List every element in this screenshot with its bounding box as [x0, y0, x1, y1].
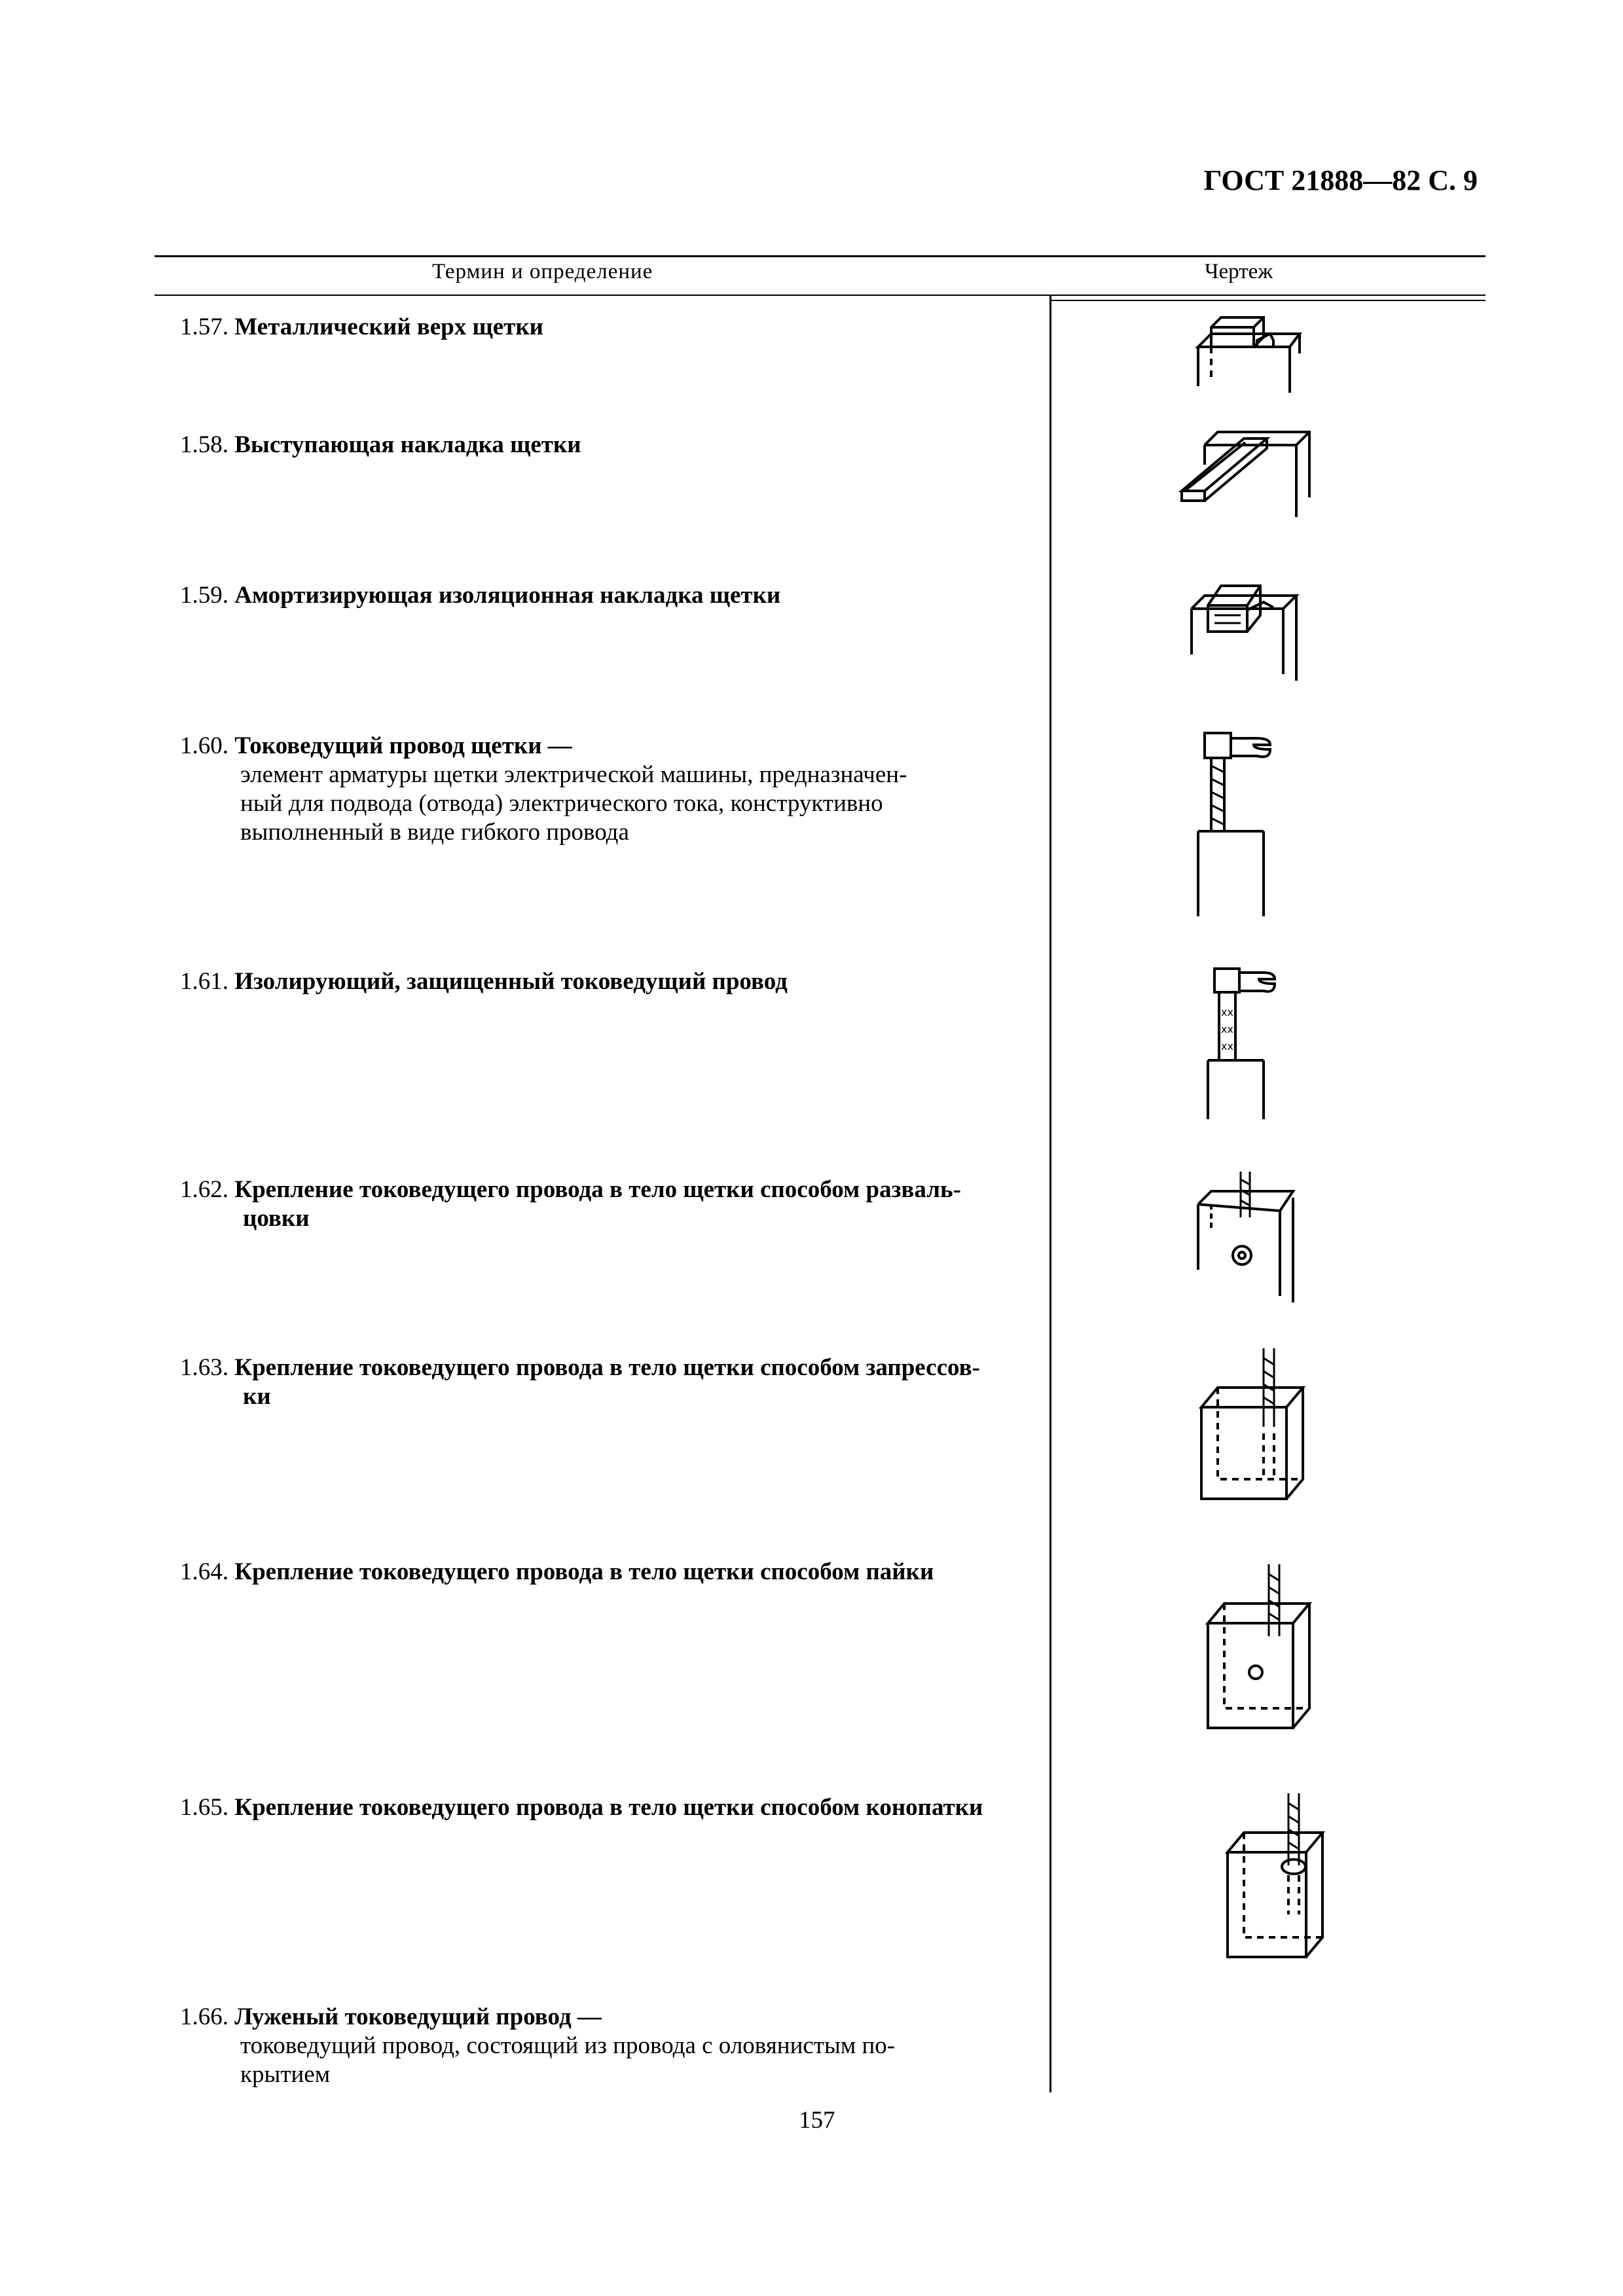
entry-term: Крепление токоведущего провода в тело щетки способом пайки: [234, 1558, 934, 1585]
entry-term: Выступающая накладка щетки: [234, 431, 581, 458]
drawing-protruding-pad: [1178, 419, 1322, 530]
entry-number: 1.58.: [180, 431, 228, 458]
entry-1-57: [180, 313, 1038, 342]
entry-1-64: [180, 1558, 1038, 1587]
entry-term: Луженый токоведущий провод —: [234, 2003, 602, 2030]
drawing-insulated-lead: [1201, 962, 1286, 1119]
entry-term-continuation: ки: [243, 1383, 271, 1410]
entry-term-continuation: цовки: [243, 1205, 310, 1232]
entry-number: 1.66.: [180, 2003, 228, 2030]
entry-1-60: [180, 732, 1038, 847]
table-top-rule: [155, 255, 1486, 257]
entry-number: 1.61.: [180, 968, 228, 995]
column-header-term: Термин и определение: [432, 260, 653, 283]
entry-number: 1.59.: [180, 582, 228, 609]
entry-definition-line: крытием: [240, 2061, 331, 2088]
drawing-current-lead: [1192, 726, 1290, 916]
entry-number: 1.60.: [180, 732, 228, 759]
column-header-drawing: Чертеж: [1205, 260, 1273, 283]
column-divider: [1049, 296, 1051, 2092]
table-header-rule: [155, 295, 1486, 296]
entry-definition-line: ный для подвода (отвода) электрического тока, конструктивно: [240, 790, 883, 817]
entry-definition-line: элемент арматуры щетки электрической машины, предназначен-: [240, 761, 907, 788]
entry-term: Изолирующий, защищенный токоведущий провод: [234, 968, 788, 995]
entry-1-62: [180, 1175, 1038, 1233]
svg-text:xx: xx: [1221, 1040, 1233, 1052]
page-number: 157: [799, 2107, 835, 2134]
entry-1-61: [180, 967, 1038, 996]
entry-1-59: [180, 581, 1038, 610]
drawing-metal-top: [1185, 308, 1303, 399]
drawing-flaring-fixing: [1188, 1172, 1306, 1302]
svg-text:xx: xx: [1221, 1023, 1233, 1035]
entry-definition-line: токоведущий провод, состоящий из провода с оловянистым по-: [240, 2032, 896, 2059]
entry-number: 1.57.: [180, 314, 228, 340]
drawing-caulking-fixing: [1224, 1793, 1329, 1964]
entry-1-65: [180, 1793, 1038, 1822]
svg-text:xx: xx: [1221, 1006, 1233, 1018]
entry-term: Амортизирующая изоляционная накладка щетки: [234, 582, 781, 609]
entry-term: Крепление токоведущего провода в тело щетки способом конопатки: [234, 1794, 983, 1821]
drawing-pressing-fixing: [1198, 1348, 1309, 1512]
table-header-rule-double: [1051, 300, 1486, 301]
standard-header: ГОСТ 21888—82 С. 9: [1203, 164, 1478, 196]
drawing-soldering-fixing: [1205, 1564, 1316, 1734]
entry-definition-line: выполненный в виде гибкого провода: [240, 819, 629, 846]
entry-number: 1.64.: [180, 1558, 228, 1585]
entry-term: Металлический верх щетки: [234, 314, 543, 340]
entry-1-58: [180, 431, 1038, 459]
entry-1-66: [180, 2003, 1038, 2089]
entry-term: Крепление токоведущего провода в тело щетки способом разваль-: [234, 1176, 961, 1203]
drawing-insulating-pad: [1182, 569, 1313, 687]
entry-number: 1.62.: [180, 1176, 228, 1203]
entry-number: 1.65.: [180, 1794, 228, 1821]
entry-number: 1.63.: [180, 1354, 228, 1381]
entry-term: Токоведущий провод щетки —: [234, 732, 572, 759]
entry-term: Крепление токоведущего провода в тело щетки способом запрессов-: [234, 1354, 980, 1381]
entry-1-63: [180, 1354, 1038, 1411]
